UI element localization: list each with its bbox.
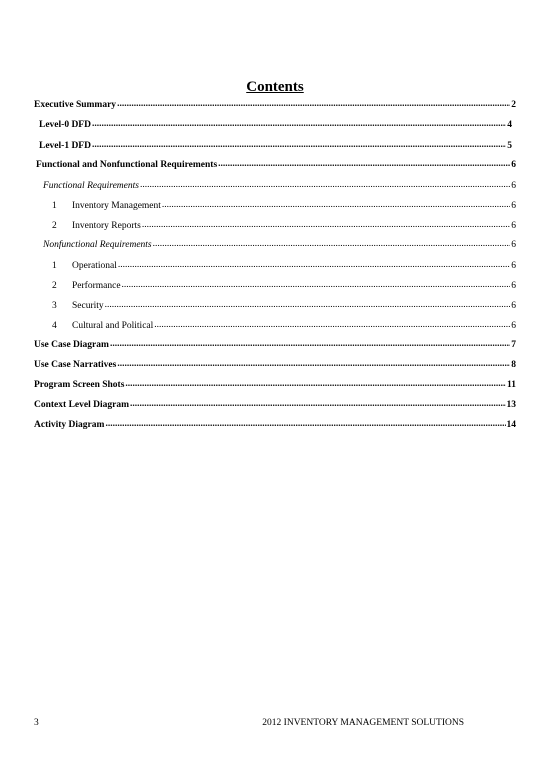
toc-entry-label: Activity Diagram [34,420,105,430]
toc-dot-leader [142,218,510,232]
toc-item-number: 1 [52,201,57,211]
toc-page-number: 8 [511,360,516,370]
toc-page-number: 6 [511,181,516,191]
toc-dot-leader [162,198,510,212]
toc-entry-nonfunctional-requirements[interactable] [43,238,516,252]
toc-entry-executive-summary[interactable] [34,98,516,112]
toc-dot-leader [125,377,506,391]
toc-entry-label: Use Case Narratives [34,360,117,370]
footer-page-number: 3 [34,718,39,728]
toc-dot-leader [110,337,510,351]
toc-entry-level-1-dfd[interactable] [39,139,512,153]
toc-entry-security[interactable] [52,299,516,313]
footer-text: 2012 INVENTORY MANAGEMENT SOLUTIONS [262,718,464,728]
toc-entry-functional-nonfunctional[interactable] [36,158,516,172]
toc-entry-inventory-management[interactable] [52,199,516,213]
toc-entry-label: Security [72,301,104,311]
toc-entry-use-case-diagram[interactable] [34,338,516,352]
toc-page-number: 6 [511,321,516,331]
toc-page-number: 7 [511,340,516,350]
toc-item-number: 4 [52,321,57,331]
toc-dot-leader [154,318,510,332]
toc-entry-label: Use Case Diagram [34,340,109,350]
toc-dot-leader [105,298,511,312]
toc-dot-leader [117,357,510,371]
toc-page-number: 6 [511,301,516,311]
toc-page-number: 6 [511,240,516,250]
toc-entry-label: Cultural and Political [72,321,154,331]
page-title: Contents [246,79,304,95]
toc-entry-label: Operational [72,261,117,271]
toc-entry-label: Level-0 DFD [39,120,91,130]
toc-page-number: 11 [507,380,516,390]
toc-dot-leader [153,237,511,251]
toc-page-number: 2 [511,100,516,110]
toc-entry-activity-diagram[interactable] [34,418,516,432]
toc-item-number: 1 [52,261,57,271]
toc-dot-leader [92,117,506,131]
toc-dot-leader [117,97,510,111]
toc-entry-operational[interactable] [52,259,516,273]
toc-entry-program-screen-shots[interactable] [34,378,516,392]
toc-entry-context-level-diagram[interactable] [34,398,516,412]
toc-entry-label: Executive Summary [34,100,117,110]
toc-entry-label: Inventory Management [72,201,161,211]
toc-dot-leader [140,178,510,192]
page-footer [34,718,464,728]
toc-entry-label: Context Level Diagram [34,400,129,410]
toc-entry-label: Nonfunctional Requirements [43,240,152,250]
toc-page-number: 6 [511,221,516,231]
toc-item-number: 2 [52,221,57,231]
toc-page-number: 6 [511,261,516,271]
toc-page-number: 6 [511,160,516,170]
toc-dot-leader [118,258,510,272]
toc-page-number: 4 [507,120,512,130]
toc-page-number: 6 [511,201,516,211]
toc-page-number: 6 [511,281,516,291]
toc-entry-label: Level-1 DFD [39,141,91,151]
toc-page-number: 13 [506,400,516,410]
toc-entry-cultural-political[interactable] [52,319,516,333]
toc-entry-label: Inventory Reports [72,221,141,231]
toc-dot-leader [105,417,505,431]
toc-entry-functional-requirements[interactable] [43,179,516,193]
toc-dot-leader [92,138,506,152]
toc-entry-inventory-reports[interactable] [52,219,516,233]
toc-page-number: 5 [507,141,512,151]
toc-dot-leader [122,278,511,292]
toc-item-number: 2 [52,281,57,291]
toc-dot-leader [130,397,506,411]
toc-item-number: 3 [52,301,57,311]
toc-entry-use-case-narratives[interactable] [34,358,516,372]
toc-page-number: 14 [506,420,516,430]
toc-entry-level-0-dfd[interactable] [39,118,512,132]
toc-entry-label: Functional and Nonfunctional Requirements [36,160,218,170]
toc-entry-label: Functional Requirements [43,181,139,191]
toc-entry-label: Program Screen Shots [34,380,125,390]
toc-entry-performance[interactable] [52,279,516,293]
toc-entry-label: Performance [72,281,121,291]
toc-dot-leader [218,157,510,171]
